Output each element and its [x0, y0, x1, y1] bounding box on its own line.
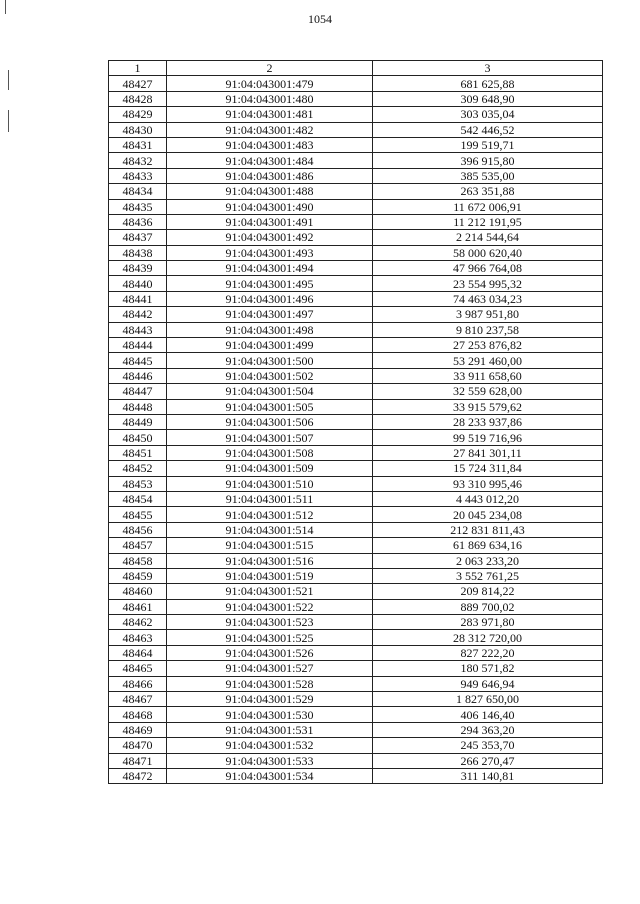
- row-number-cell: 48437: [109, 230, 167, 245]
- row-number-cell: 48465: [109, 661, 167, 676]
- value-cell: 827 222,20: [373, 645, 603, 660]
- row-number-cell: 48452: [109, 461, 167, 476]
- cadastral-number-cell: 91:04:043001:482: [167, 122, 373, 137]
- value-cell: 9 810 237,58: [373, 322, 603, 337]
- cadastral-number-cell: 91:04:043001:508: [167, 445, 373, 460]
- cadastral-number-cell: 91:04:043001:531: [167, 722, 373, 737]
- table-row: [109, 430, 603, 445]
- cadastral-number-cell: 91:04:043001:529: [167, 692, 373, 707]
- table-row: [109, 476, 603, 491]
- cadastral-number-cell: 91:04:043001:481: [167, 107, 373, 122]
- table-row: [109, 122, 603, 137]
- row-number-cell: 48434: [109, 184, 167, 199]
- table-row: [109, 399, 603, 414]
- table-row: [109, 522, 603, 537]
- value-cell: 61 869 634,16: [373, 538, 603, 553]
- value-cell: 93 310 995,46: [373, 476, 603, 491]
- table-row: [109, 507, 603, 522]
- table-row: [109, 91, 603, 106]
- value-cell: 311 140,81: [373, 768, 603, 783]
- value-cell: 180 571,82: [373, 661, 603, 676]
- table-row: [109, 153, 603, 168]
- table-row: [109, 230, 603, 245]
- table-body: [109, 76, 603, 784]
- value-cell: 889 700,02: [373, 599, 603, 614]
- cadastral-number-cell: 91:04:043001:480: [167, 91, 373, 106]
- cadastral-number-cell: 91:04:043001:509: [167, 461, 373, 476]
- value-cell: 3 552 761,25: [373, 568, 603, 583]
- column-header: 1: [109, 61, 167, 76]
- table-row: [109, 722, 603, 737]
- value-cell: 23 554 995,32: [373, 276, 603, 291]
- value-cell: 542 446,52: [373, 122, 603, 137]
- cadastral-number-cell: 91:04:043001:512: [167, 507, 373, 522]
- value-cell: 199 519,71: [373, 137, 603, 152]
- table-row: [109, 368, 603, 383]
- row-number-cell: 48453: [109, 476, 167, 491]
- table-row: [109, 261, 603, 276]
- table-row: [109, 738, 603, 753]
- row-number-cell: 48433: [109, 168, 167, 183]
- row-number-cell: 48458: [109, 553, 167, 568]
- value-cell: 263 351,88: [373, 184, 603, 199]
- row-number-cell: 48440: [109, 276, 167, 291]
- value-cell: 245 353,70: [373, 738, 603, 753]
- cadastral-number-cell: 91:04:043001:497: [167, 307, 373, 322]
- cadastral-number-cell: 91:04:043001:498: [167, 322, 373, 337]
- row-number-cell: 48439: [109, 261, 167, 276]
- table-row: [109, 630, 603, 645]
- table-row: [109, 214, 603, 229]
- value-cell: 949 646,94: [373, 676, 603, 691]
- cadastral-number-cell: 91:04:043001:499: [167, 338, 373, 353]
- row-number-cell: 48457: [109, 538, 167, 553]
- cadastral-number-cell: 91:04:043001:504: [167, 384, 373, 399]
- cadastral-number-cell: 91:04:043001:507: [167, 430, 373, 445]
- cadastral-number-cell: 91:04:043001:526: [167, 645, 373, 660]
- row-number-cell: 48430: [109, 122, 167, 137]
- cadastral-number-cell: 91:04:043001:493: [167, 245, 373, 260]
- cadastral-number-cell: 91:04:043001:530: [167, 707, 373, 722]
- value-cell: 28 233 937,86: [373, 414, 603, 429]
- cadastral-number-cell: 91:04:043001:523: [167, 615, 373, 630]
- column-header: 3: [373, 61, 603, 76]
- row-number-cell: 48456: [109, 522, 167, 537]
- value-cell: 99 519 716,96: [373, 430, 603, 445]
- table-row: [109, 661, 603, 676]
- value-cell: 303 035,04: [373, 107, 603, 122]
- cadastral-number-cell: 91:04:043001:506: [167, 414, 373, 429]
- value-cell: 15 724 311,84: [373, 461, 603, 476]
- row-number-cell: 48431: [109, 137, 167, 152]
- value-cell: 385 535,00: [373, 168, 603, 183]
- cadastral-number-cell: 91:04:043001:522: [167, 599, 373, 614]
- row-number-cell: 48450: [109, 430, 167, 445]
- cadastral-number-cell: 91:04:043001:515: [167, 538, 373, 553]
- value-cell: 27 841 301,11: [373, 445, 603, 460]
- value-cell: 681 625,88: [373, 76, 603, 91]
- cadastral-number-cell: 91:04:043001:495: [167, 276, 373, 291]
- value-cell: 283 971,80: [373, 615, 603, 630]
- value-cell: 11 212 191,95: [373, 214, 603, 229]
- table-row: [109, 568, 603, 583]
- row-number-cell: 48462: [109, 615, 167, 630]
- row-number-cell: 48429: [109, 107, 167, 122]
- table-row: [109, 538, 603, 553]
- cadastral-number-cell: 91:04:043001:532: [167, 738, 373, 753]
- cadastral-number-cell: 91:04:043001:511: [167, 491, 373, 506]
- table-row: [109, 553, 603, 568]
- row-number-cell: 48463: [109, 630, 167, 645]
- table-row: [109, 676, 603, 691]
- cadastral-number-cell: 91:04:043001:483: [167, 137, 373, 152]
- table-row: [109, 322, 603, 337]
- row-number-cell: 48427: [109, 76, 167, 91]
- table-row: [109, 245, 603, 260]
- table-row: [109, 291, 603, 306]
- row-number-cell: 48451: [109, 445, 167, 460]
- value-cell: 2 063 233,20: [373, 553, 603, 568]
- value-cell: 33 911 658,60: [373, 368, 603, 383]
- cadastral-number-cell: 91:04:043001:528: [167, 676, 373, 691]
- parcel-table: [108, 60, 603, 784]
- row-number-cell: 48454: [109, 491, 167, 506]
- cadastral-number-cell: 91:04:043001:491: [167, 214, 373, 229]
- cadastral-number-cell: 91:04:043001:496: [167, 291, 373, 306]
- row-number-cell: 48461: [109, 599, 167, 614]
- row-number-cell: 48441: [109, 291, 167, 306]
- table-row: [109, 491, 603, 506]
- table-row: [109, 615, 603, 630]
- value-cell: 58 000 620,40: [373, 245, 603, 260]
- table-row: [109, 107, 603, 122]
- cadastral-number-cell: 91:04:043001:534: [167, 768, 373, 783]
- value-cell: 74 463 034,23: [373, 291, 603, 306]
- value-cell: 3 987 951,80: [373, 307, 603, 322]
- row-number-cell: 48472: [109, 768, 167, 783]
- value-cell: 4 443 012,20: [373, 491, 603, 506]
- table-row: [109, 137, 603, 152]
- row-number-cell: 48448: [109, 399, 167, 414]
- row-number-cell: 48459: [109, 568, 167, 583]
- value-cell: 53 291 460,00: [373, 353, 603, 368]
- row-number-cell: 48467: [109, 692, 167, 707]
- table-row: [109, 584, 603, 599]
- cadastral-number-cell: 91:04:043001:490: [167, 199, 373, 214]
- row-number-cell: 48442: [109, 307, 167, 322]
- cadastral-number-cell: 91:04:043001:500: [167, 353, 373, 368]
- table-row: [109, 307, 603, 322]
- row-number-cell: 48444: [109, 338, 167, 353]
- cadastral-number-cell: 91:04:043001:510: [167, 476, 373, 491]
- value-cell: 1 827 650,00: [373, 692, 603, 707]
- cadastral-number-cell: 91:04:043001:488: [167, 184, 373, 199]
- page-number: 1054: [308, 12, 332, 26]
- table-row: [109, 384, 603, 399]
- table-row: [109, 338, 603, 353]
- row-number-cell: 48455: [109, 507, 167, 522]
- table-row: [109, 707, 603, 722]
- row-number-cell: 48449: [109, 414, 167, 429]
- table-row: [109, 353, 603, 368]
- cadastral-number-cell: 91:04:043001:525: [167, 630, 373, 645]
- value-cell: 294 363,20: [373, 722, 603, 737]
- row-number-cell: 48466: [109, 676, 167, 691]
- row-number-cell: 48435: [109, 199, 167, 214]
- cadastral-number-cell: 91:04:043001:492: [167, 230, 373, 245]
- table-header-row: [109, 61, 603, 76]
- table-row: [109, 445, 603, 460]
- table-row: [109, 645, 603, 660]
- cadastral-number-cell: 91:04:043001:502: [167, 368, 373, 383]
- row-number-cell: 48446: [109, 368, 167, 383]
- value-cell: 266 270,47: [373, 753, 603, 768]
- table-row: [109, 461, 603, 476]
- row-number-cell: 48469: [109, 722, 167, 737]
- row-number-cell: 48443: [109, 322, 167, 337]
- row-number-cell: 48436: [109, 214, 167, 229]
- cadastral-number-cell: 91:04:043001:484: [167, 153, 373, 168]
- row-number-cell: 48447: [109, 384, 167, 399]
- value-cell: 27 253 876,82: [373, 338, 603, 353]
- row-number-cell: 48438: [109, 245, 167, 260]
- table-row: [109, 168, 603, 183]
- row-number-cell: 48428: [109, 91, 167, 106]
- row-number-cell: 48471: [109, 753, 167, 768]
- value-cell: 396 915,80: [373, 153, 603, 168]
- table-row: [109, 414, 603, 429]
- value-cell: 47 966 764,08: [373, 261, 603, 276]
- table-row: [109, 184, 603, 199]
- value-cell: 28 312 720,00: [373, 630, 603, 645]
- cadastral-number-cell: 91:04:043001:519: [167, 568, 373, 583]
- row-number-cell: 48445: [109, 353, 167, 368]
- table-row: [109, 76, 603, 91]
- cadastral-number-cell: 91:04:043001:494: [167, 261, 373, 276]
- value-cell: 32 559 628,00: [373, 384, 603, 399]
- row-number-cell: 48432: [109, 153, 167, 168]
- cadastral-number-cell: 91:04:043001:521: [167, 584, 373, 599]
- value-cell: 33 915 579,62: [373, 399, 603, 414]
- cadastral-number-cell: 91:04:043001:527: [167, 661, 373, 676]
- table-row: [109, 692, 603, 707]
- row-number-cell: 48470: [109, 738, 167, 753]
- value-cell: 209 814,22: [373, 584, 603, 599]
- cadastral-number-cell: 91:04:043001:479: [167, 76, 373, 91]
- table-row: [109, 768, 603, 783]
- cadastral-number-cell: 91:04:043001:486: [167, 168, 373, 183]
- value-cell: 20 045 234,08: [373, 507, 603, 522]
- row-number-cell: 48464: [109, 645, 167, 660]
- value-cell: 11 672 006,91: [373, 199, 603, 214]
- value-cell: 309 648,90: [373, 91, 603, 106]
- value-cell: 2 214 544,64: [373, 230, 603, 245]
- column-header: 2: [167, 61, 373, 76]
- value-cell: 212 831 811,43: [373, 522, 603, 537]
- row-number-cell: 48468: [109, 707, 167, 722]
- table-row: [109, 599, 603, 614]
- table-row: [109, 753, 603, 768]
- table-row: [109, 276, 603, 291]
- table-row: [109, 199, 603, 214]
- cadastral-number-cell: 91:04:043001:516: [167, 553, 373, 568]
- row-number-cell: 48460: [109, 584, 167, 599]
- cadastral-number-cell: 91:04:043001:505: [167, 399, 373, 414]
- value-cell: 406 146,40: [373, 707, 603, 722]
- cadastral-number-cell: 91:04:043001:533: [167, 753, 373, 768]
- cadastral-number-cell: 91:04:043001:514: [167, 522, 373, 537]
